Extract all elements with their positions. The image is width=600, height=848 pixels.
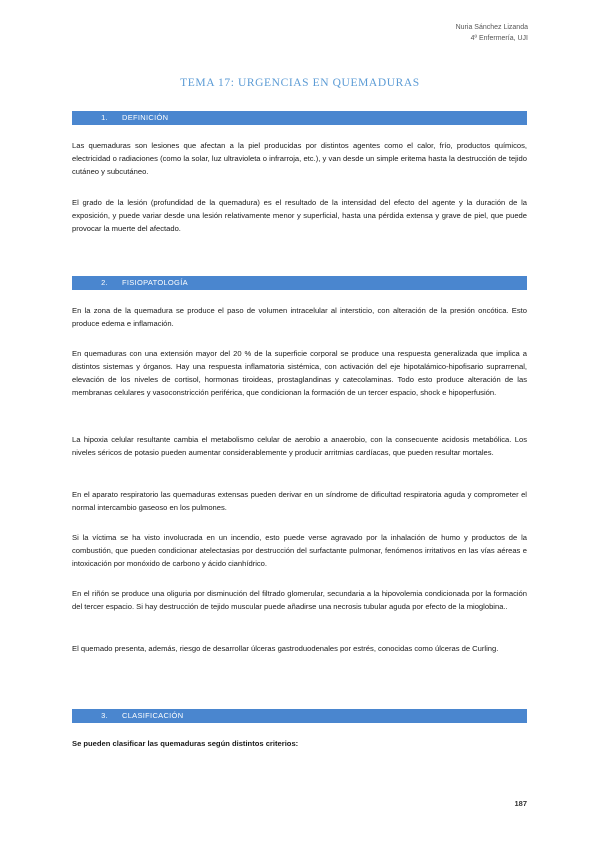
paragraph: En la zona de la quemadura se produce el paso de volumen intracelular al intersticio, con alteración de la presión oncótica. Esto produce edema e inflamación. xyxy=(72,306,527,328)
page-header xyxy=(456,22,528,44)
section-label: CLASIFICACIÓN xyxy=(122,711,184,720)
paragraph: En quemaduras con una extensión mayor del 20 % de la superficie corporal se produce una respuesta generalizada que implica a distintos sistemas y órganos. Hay una respuesta inflamatoria sistémica, con activación del eje hipotalámico-hipofisario suprarrenal, elevación de los niveles de cortisol, hormonas tiroideas, prostaglandinas y catecolaminas. Todo esto produce alteración de las membranas celulares y vasoconstricción periférica, que condicionan la formación de un tercer espacio, shock e hipoperfusión. xyxy=(72,349,527,397)
section-number: 3. xyxy=(101,711,108,720)
paragraph: El quemado presenta, además, riesgo de desarrollar úlceras gastroduodenales por estrés, conocidas como úlceras de Curling. xyxy=(72,644,499,653)
section-label: DEFINICIÓN xyxy=(122,113,169,122)
section-heading-fisiopatologia xyxy=(72,276,527,290)
author-name: Nuria Sánchez Lizanda xyxy=(455,24,528,31)
page-title: TEMA 17: URGENCIAS EN QUEMADURAS xyxy=(180,77,420,89)
section-label: FISIOPATOLOGÍA xyxy=(122,278,188,287)
paragraph: Si la víctima se ha visto involucrada en un incendio, esto puede verse agravado por la inhalación de humo y productos de la combustión, que pueden condicionar atelectasias por destrucción del surfactante pulmonar, fenómenos irritativos en las vías aéreas e intoxicación por monóxido de carbono y ácido cianhídrico. xyxy=(72,533,527,568)
section-number: 2. xyxy=(101,278,108,287)
section-heading-clasificacion xyxy=(72,709,527,723)
paragraph: El grado de la lesión (profundidad de la quemadura) es el resultado de la intensidad del efecto del agente y la duración de la exposición, y puede variar desde una lesión relativamente menor y superficial, hasta una pérdida extensa y grave de piel, que puede provocar la muerte del afectado. xyxy=(72,198,527,233)
paragraph: En el riñón se produce una oliguria por disminución del filtrado glomerular, secundaria a la hipovolemia condicionada por la formación del tercer espacio. Si hay destrucción de tejido muscular puede añadirse una necrosis tubular aguda por efecto de la mioglobina.. xyxy=(72,589,527,611)
paragraph: Se pueden clasificar las quemaduras según distintos criterios: xyxy=(72,739,299,748)
section-heading-definicion xyxy=(72,111,527,125)
paragraph: Las quemaduras son lesiones que afectan a la piel producidas por distintos agentes como el calor, frío, productos químicos, electricidad o radiaciones (como la solar, luz ultravioleta o infrarroja, etc.), y van desde un simple eritema hasta la destrucción de tejido cutáneo y subcutáneo. xyxy=(72,141,527,176)
course-name: 4º Enfermería, UJI xyxy=(470,35,528,42)
section-number: 1. xyxy=(101,113,108,122)
page-number: 187 xyxy=(514,799,527,808)
paragraph: En el aparato respiratorio las quemaduras extensas pueden derivar en un síndrome de dificultad respiratoria aguda y comprometer el normal intercambio gaseoso en los pulmones. xyxy=(72,490,527,512)
paragraph: La hipoxia celular resultante cambia el metabolismo celular de aerobio a anaerobio, con la consecuente acidosis metabólica. Los niveles séricos de potasio pueden aumentar considerablemente y producir arritmias cardíacas, que pueden resultar mortales. xyxy=(72,435,527,457)
